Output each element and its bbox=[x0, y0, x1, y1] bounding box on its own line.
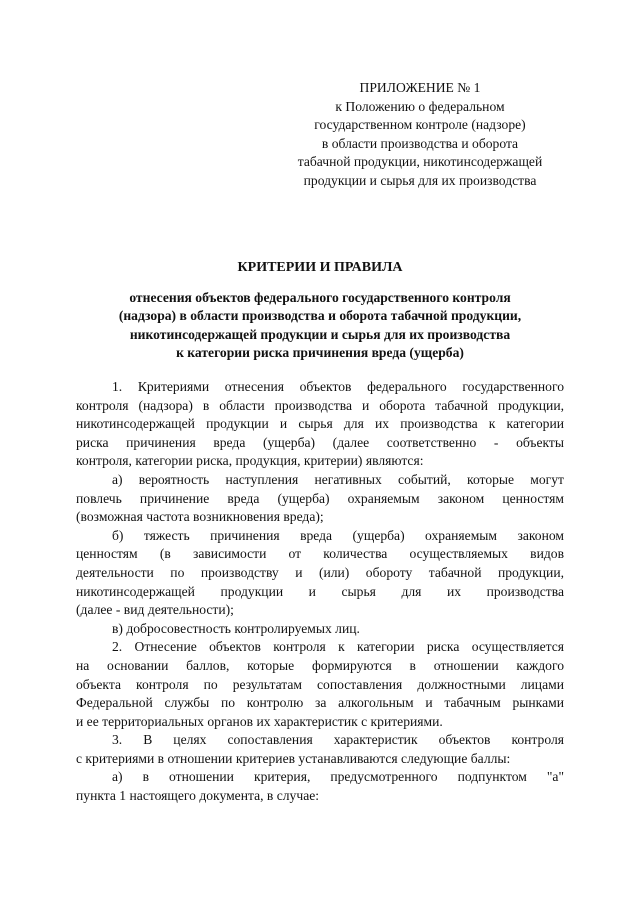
paragraph-1b bbox=[76, 527, 564, 620]
paragraph-1a bbox=[76, 471, 564, 527]
paragraph-line: в) добросовестность контролируемых лиц. bbox=[112, 620, 360, 636]
paragraph-line: ценностям (в зависимости от количества осуществляемых видов bbox=[76, 546, 564, 562]
appendix-line: к Положению о федеральном bbox=[335, 98, 505, 114]
appendix-line: в области производства и оборота bbox=[321, 135, 519, 151]
paragraph-line: повлечь причинение вреда (ущерба) охраняемым законом ценностям bbox=[76, 490, 564, 506]
paragraph-line: риска причинения вреда (ущерба) (далее соответственно - объекты bbox=[76, 434, 564, 450]
appendix-line: государственном контроле (надзоре) bbox=[314, 117, 526, 132]
paragraph-line: контроля, категории риска, продукция, критерии) являются: bbox=[76, 453, 424, 469]
document-body bbox=[76, 378, 564, 806]
paragraph-3a bbox=[76, 768, 564, 805]
paragraph-line: 3. В целях сопоставления характеристик объектов контроля bbox=[112, 732, 564, 748]
paragraph-line: объекта контроля по результатам сопоставления должностными лицами bbox=[76, 676, 564, 692]
paragraph-1 bbox=[76, 378, 564, 471]
appendix-line: ПРИЛОЖЕНИЕ № 1 bbox=[359, 80, 481, 95]
paragraph-line: пункта 1 настоящего документа, в случае: bbox=[76, 788, 320, 804]
paragraph-line: (возможная частота возникновения вреда); bbox=[76, 509, 324, 525]
paragraph-line: а) в отношении критерия, предусмотренного подпунктом "а" bbox=[112, 769, 564, 785]
subtitle-line: никотинсодержащей продукции и сырья для их производства bbox=[129, 326, 511, 342]
paragraph-line: и ее территориальных органов их характеристик с критериями. bbox=[76, 713, 443, 729]
appendix-line: продукции и сырья для их производства bbox=[303, 172, 537, 188]
paragraph-line: (далее - вид деятельности); bbox=[76, 602, 234, 618]
paragraph-2 bbox=[76, 638, 564, 731]
appendix-header bbox=[270, 79, 570, 190]
paragraph-line: с критериями в отношении критериев устанавливаются следующие баллы: bbox=[76, 750, 511, 766]
paragraph-line: деятельности по производству и (или) обороту табачной продукции, bbox=[76, 564, 564, 580]
paragraph-line: Федеральной службы по контролю за алкогольным и табачным рынками bbox=[76, 695, 564, 711]
subtitle-line: (надзора) в области производства и оборота табачной продукции, bbox=[118, 308, 522, 324]
paragraph-line: 1. Критериями отнесения объектов федерального государственного bbox=[112, 379, 564, 394]
paragraph-1c bbox=[76, 620, 564, 639]
paragraph-line: б) тяжесть причинения вреда (ущерба) охраняемым законом bbox=[112, 527, 564, 543]
paragraph-line: а) вероятность наступления негативных событий, которые могут bbox=[112, 471, 564, 487]
document-title: КРИТЕРИИ И ПРАВИЛА bbox=[237, 260, 403, 275]
paragraph-line: никотинсодержащей продукции и сырья для их производства bbox=[76, 583, 564, 599]
paragraph-line: никотинсодержащей продукции и сырья для их производства к категории bbox=[76, 416, 564, 432]
subtitle-line: к категории риска причинения вреда (ущерба) bbox=[176, 344, 464, 360]
subtitle-line: отнесения объектов федерального государственного контроля bbox=[129, 290, 511, 305]
appendix-line: табачной продукции, никотинсодержащей bbox=[297, 154, 543, 169]
paragraph-3 bbox=[76, 731, 564, 768]
paragraph-line: 2. Отнесение объектов контроля к категории риска осуществляется bbox=[112, 639, 564, 655]
document-subtitle bbox=[70, 289, 570, 362]
paragraph-line: контроля (надзора) в области производства и оборота табачной продукции, bbox=[76, 397, 564, 413]
paragraph-line: на основании баллов, которые формируются в отношении каждого bbox=[76, 657, 564, 673]
